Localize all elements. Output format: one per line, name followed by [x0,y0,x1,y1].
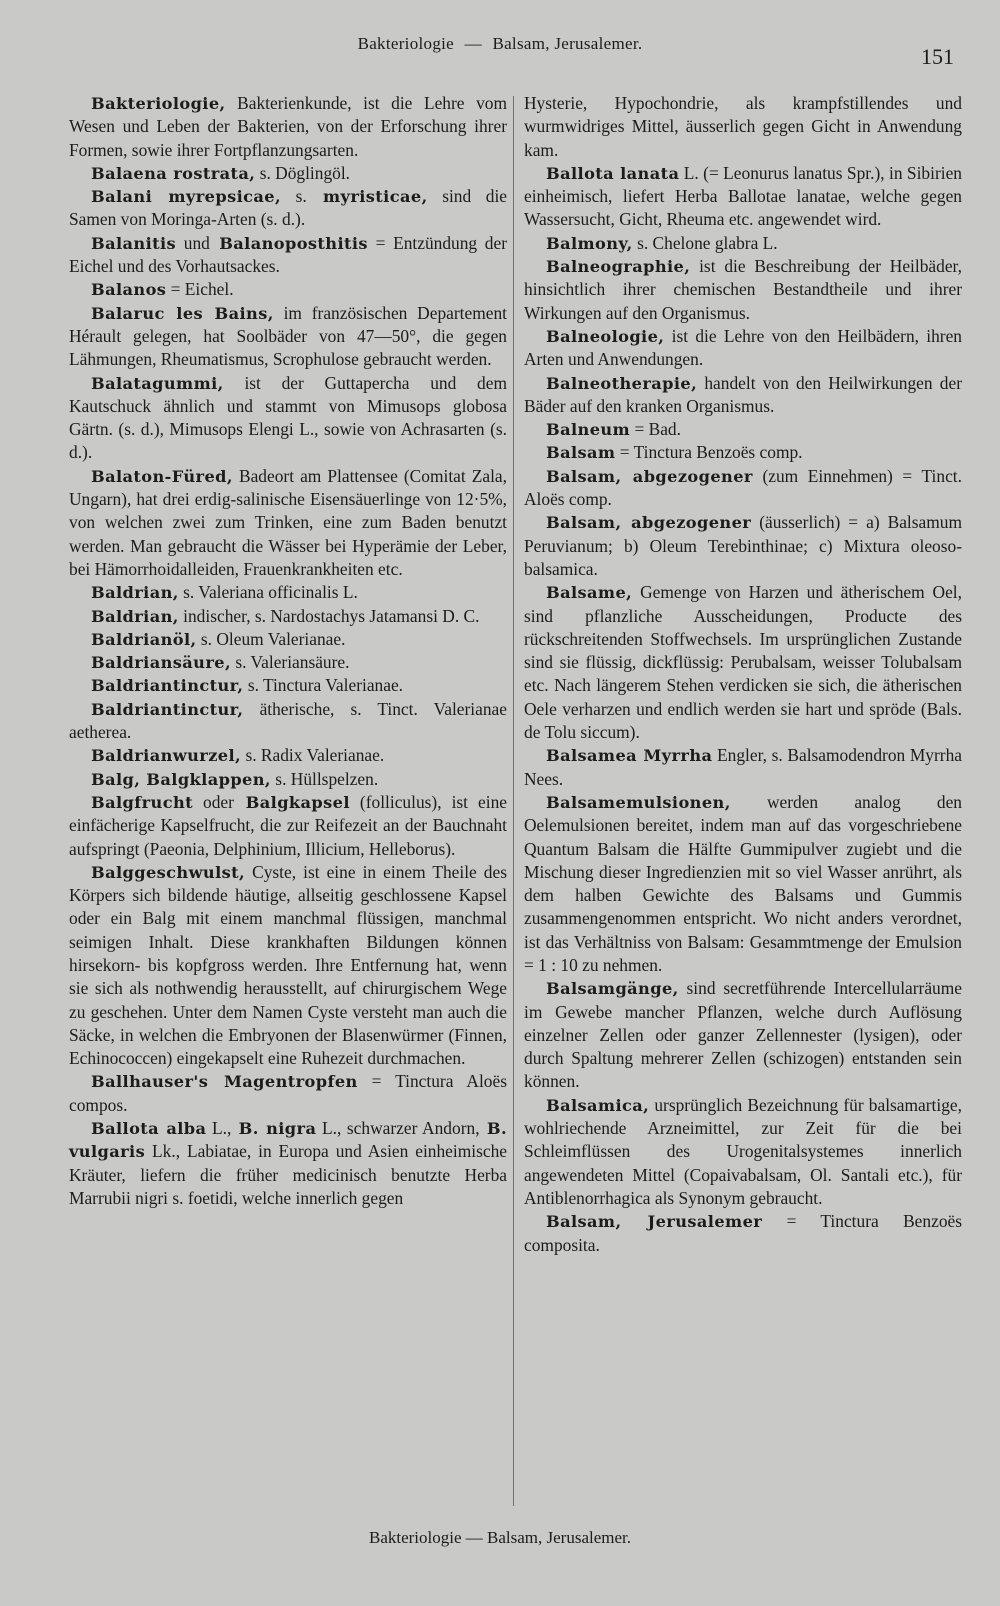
entry-text: Hysterie, Hypochondrie, als krampfstillendes und wurmwidriges Mittel, äusserlich gegen Gicht in Anwendung kam. [524,93,962,160]
entry-text: sind secretführende Intercellularräume im Gewebe mancher Pflanzen, welche durch Auflösung einzelner Zellen oder ganzer Zellennester (lysigen), oder durch Spaltung mehrerer Zellen (schizogen) entstanden sein können. [524,978,962,1092]
dictionary-entry [524,232,962,255]
entry-text: werden analog den Oelemulsionen bereitet, indem man auf das vorgeschriebene Quantum Balsam die Hälfte Gummipulver zugiebt und die Mischung dieser Ingredienzien mit so viel Wasser anrührt, als dem halben Gewichte des Balsams und Gummis zusammengenommen entspricht. Wo nicht anders verordnet, ist das Verhältniss von Balsam: Gesammtmenge der Emulsion = 1 : 10 zu nehmen. [524,791,962,975]
entry-text: = Tinctura Benzoës composita. [524,1211,962,1255]
dictionary-entry [69,674,507,697]
dictionary-entry [524,744,962,791]
entry-headword: Balg, Balgklappen, [91,769,271,789]
dictionary-entry [524,92,962,162]
entry-text: (äusserlich) = a) Balsamum Peruvianum; b) Oleum Terebinthinae; c) Mixtura oleoso-balsamica. [524,512,962,579]
dictionary-entry [69,162,507,185]
dictionary-entry [69,302,507,372]
dictionary-entry [69,791,507,861]
entry-headword: Baldriansäure, [91,653,232,673]
entry-headword: Balggeschwulst, [91,862,246,882]
entry-headword: myristicae, [306,187,428,207]
left-column [69,92,507,1210]
entry-headword: Baldrianöl, [91,629,197,649]
column-rule [513,96,514,1506]
running-head-right: Balsam, Jerusalemer. [492,34,643,53]
entry-headword: Balanoposthitis [209,233,368,253]
entry-text: sind die Samen von Moringa-Arten (s. d.). [69,186,508,230]
entry-text: und [176,232,210,253]
entry-text: (folliculus), ist eine einfächerige Kapselfrucht, die zur Reifezeit an der Bauchnaht aufspringt (Paeonia, Delphinium, Illicium, Helleborus). [69,791,508,859]
entry-headword: Balgfrucht [91,792,194,812]
entry-headword: Baldriantinctur, [91,699,244,719]
entry-text: handelt von den Heilwirkungen der Bäder auf den kranken Organismus. [524,372,962,416]
entry-headword: Balatagummi, [91,373,224,393]
dictionary-entry [69,465,507,581]
entry-text: s. Valeriansäure. [231,652,350,673]
entry-headword: B. nigra [231,1119,317,1139]
running-head [0,34,1000,54]
entry-headword: Balani myrepsicae, [91,187,282,207]
entry-text: L., schwarzer Andorn, [316,1118,480,1139]
entry-text: (zum Einnehmen) = Tinct. Aloës comp. [524,465,962,510]
entry-headword: Balsamemulsionen, [546,792,731,812]
entry-headword: Balanos [91,280,167,300]
entry-headword: Balsam, abgezogener [546,513,752,533]
entry-text: ist der Guttapercha und dem Kautschuck ähnlich und stammt von Mimusops globosa Gärtn. (s. d.), Mimusops Elengi L., sowie von Achrasarten (s. d.). [69,372,507,463]
entry-headword: Ballhauser's Magentropfen [91,1072,358,1092]
entry-headword: Balsam, abgezogener [546,466,753,486]
dictionary-entry [524,441,962,464]
entry-text: = Tinctura Aloës compos. [69,1071,507,1115]
dictionary-entry [69,1117,507,1210]
dictionary-entry [69,698,507,745]
entry-text: s. Hüllspelzen. [270,768,379,789]
entry-text: im französischen Departement Hérault gelegen, hat Soolbäder von 47—50°, die gegen Lähmungen, Rheumatismus, Scrophulose gebraucht werden. [69,302,507,370]
dictionary-entry [524,581,962,744]
entry-headword: Balsamica, [546,1095,650,1115]
entry-text: s. Valeriana officinalis L. [178,582,358,603]
entry-text: s. Chelone glabra L. [632,232,778,253]
entry-text: = Tinctura Benzoës comp. [615,442,803,463]
entry-text: Engler, s. Balsamodendron Myrrha Nees. [524,745,962,789]
entry-headword: Balneum [546,420,631,440]
entry-text: oder [193,791,234,812]
entry-headword: Bakteriologie, [91,94,226,113]
entry-headword: Balsam, Jerusalemer [546,1212,763,1232]
dictionary-entry [69,651,507,674]
dictionary-entry [524,511,962,581]
entry-headword: Balaton-Füred, [91,466,233,486]
dictionary-entry [524,465,962,512]
dictionary-entry [524,325,962,372]
entry-text: ist die Lehre von den Heilbädern, ihren Arten und Anwendungen. [524,325,962,370]
entry-headword: Balmony, [546,233,633,253]
entry-text: L. (= Leonurus lanatus Spr.), in Sibirien einheimisch, liefert Herba Ballotae lanatae, welche gegen Wassersucht, Gicht, Rheuma etc. angewendet wird. [524,162,962,230]
dictionary-entry [69,744,507,767]
entry-headword: Balsame, [546,583,633,603]
entry-headword: Balaena rostrata, [91,163,256,183]
entry-text: Cyste, ist eine in einem Theile des Körpers sich bildende häutige, allseitig geschlossene Kapsel oder ein Balg mit einem manchmal flüssigen, manchmal seimigen Inhalt. Diese krankhaften Bildungen können hirsekorn- bis kopfgross werden. Ihre Entfernung hat, wenn sie sich als nothwendig herausstellt, auf chirurgischem Wege zu geschehen. Unter dem Namen Cyste versteht man auch die Säcke, in welchen die Embryonen der Blasenwürmer (Finnen, Echinococcen) eingekapselt eine Ruhezeit durchmachen. [69,861,507,1069]
entry-headword: Balsam [546,443,616,463]
dictionary-entry [524,372,962,419]
entry-text: = Eichel. [166,279,234,300]
entry-text: s. Tinctura Valerianae. [243,675,404,696]
entry-headword: B. vulgaris [69,1119,507,1162]
entry-headword: Baldrian, [91,606,179,626]
entry-text: Bakterienkunde, ist die Lehre vom Wesen und Leben der Bakterien, von der Erforschung ihrer Formen, sowie ihrer Fortpflanzungsarten. [69,93,507,160]
entry-headword: Balneologie, [546,326,665,346]
entry-text: s. Döglingöl. [255,162,351,183]
running-head-left: Bakteriologie [357,34,454,53]
entry-headword: Baldrianwurzel, [91,746,242,766]
dictionary-entry [69,1070,507,1117]
entry-text: s. Radix Valerianae. [241,745,385,766]
entry-headword: Balneographie, [546,257,691,277]
dictionary-entry [524,977,962,1093]
entry-text: Gemenge von Harzen und ätherischem Oel, sind pflanzliche Ausscheidungen, Producte des rückschreitenden Stoffwechsels. Im ursprünglichen Zustande sind sie flüssig, dickflüssig: Perubalsam, weisser Tolubalsam etc. Nach längerem Stehen verdicken sie sich, die ätherischen Oele verharzen und endlich werden sie hart und spröde (Bals. de Tolu siccum). [524,582,962,743]
dictionary-entry [524,162,962,232]
dictionary-entry [69,628,507,651]
page-number: 151 [921,44,954,69]
dictionary-entry [69,92,507,162]
dictionary-entry [69,768,507,791]
dictionary-entry [524,791,962,977]
dictionary-entry [69,605,507,628]
entry-text: ätherische, s. Tinct. Valerianae aetherea. [69,698,507,743]
dictionary-entry [524,1094,962,1210]
entry-text: Lk., Labiatae, in Europa und Asien einheimische Kräuter, liefern die früher medicinisch benutzte Herba Marrubii nigri s. foetidi, welche innerlich gegen [69,1141,507,1208]
entry-text: s. [281,186,307,207]
page-footer: Bakteriologie — Balsam, Jerusalemer. [368,1528,631,1547]
dictionary-entry [524,1210,962,1257]
entry-headword: Balneotherapie, [546,373,698,393]
dictionary-entry [69,372,507,465]
entry-headword: Ballota lanata [546,163,680,183]
entry-headword: Baldriantinctur, [91,676,244,696]
entry-headword: Ballota alba [91,1119,207,1139]
dictionary-entry [69,278,507,301]
entry-headword: Balsamea Myrrha [546,746,713,766]
entry-text: ursprünglich Bezeichnung für balsamartige, wohlriechende Arzneimittel, zur Zeit für die bei Schleimflüssen des Urogenitalsystemes innerlich angewendeten Mittel (Copaivabalsam, Ol. Santali etc.), für Antiblenorrhagica als Synonym gebraucht. [524,1094,962,1208]
entry-text: indischer, s. Nardostachys Jatamansi D. C. [178,605,480,626]
dictionary-entry [524,418,962,441]
dictionary-entry [524,255,962,325]
dictionary-entry [69,581,507,604]
entry-headword: Balsamgänge, [546,979,679,999]
entry-headword: Balanitis [91,233,177,253]
dictionary-entry [69,861,507,1071]
entry-text: s. Oleum Valerianae. [196,628,346,649]
running-head-dash: — [464,34,482,53]
entry-headword: Balgkapsel [233,792,350,812]
dictionary-entry [69,185,507,232]
entry-text: = Entzündung der Eichel und des Vorhautsackes. [69,232,507,277]
entry-headword: Balaruc les Bains, [91,303,274,323]
entry-text: = Bad. [630,419,681,440]
entry-text: L., [206,1118,232,1139]
dictionary-entry [69,232,507,279]
right-column [524,92,962,1257]
entry-text: Badeort am Plattensee (Comitat Zala, Ungarn), hat drei erdig-salinische Eisensäuerlinge von 12·5%, von welchen zwei zum Trinken, eine zum Baden benutzt werden. Man gebraucht die Wässer bei Hyperämie der Leber, bei Hämorrhoidalleiden, Frauenkrankheiten etc. [69,465,507,579]
entry-text: ist die Beschreibung der Heilbäder, hinsichtlich ihrer chemischen Bestandtheile und ihrer Wirkungen auf den Organismus. [524,256,962,323]
entry-headword: Baldrian, [91,583,179,603]
